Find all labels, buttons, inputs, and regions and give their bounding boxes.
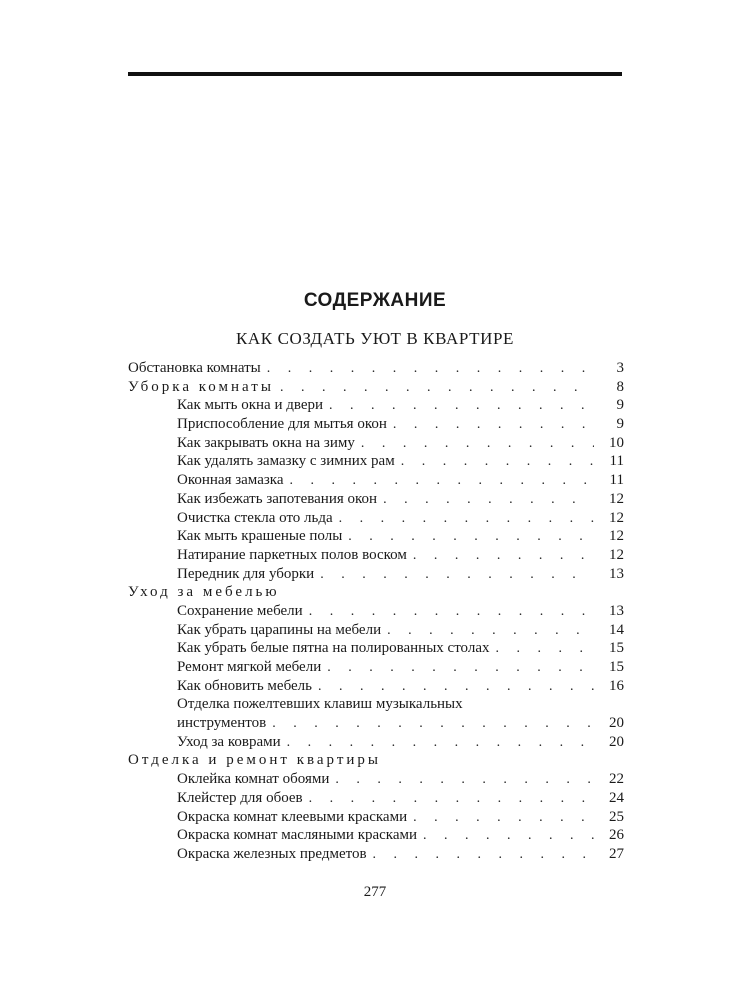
toc-entry-title: Натирание паркетных полов воском <box>177 546 407 563</box>
page-number: 277 <box>363 884 387 900</box>
toc-dot-leader <box>496 640 595 659</box>
toc-dot-leader <box>348 528 594 547</box>
toc-dot-leader <box>387 622 594 641</box>
toc-page-number: 20 <box>609 715 624 732</box>
toc-dot-leader <box>339 510 594 529</box>
toc-dot-leader <box>423 827 594 846</box>
toc-page-number: 15 <box>609 640 624 657</box>
toc-page-number: 20 <box>609 733 624 750</box>
toc-entry <box>128 733 624 752</box>
toc-page-number: 10 <box>609 434 624 451</box>
toc-entry-title: Уход за мебелью <box>128 584 280 601</box>
toc-page-number: 13 <box>609 565 624 582</box>
toc-entry <box>128 639 624 658</box>
toc-entry-title: Окраска железных предметов <box>177 845 367 862</box>
toc-entry <box>128 452 624 471</box>
toc-entry <box>128 658 624 677</box>
toc-page-number: 27 <box>609 845 624 862</box>
toc-page-number: 26 <box>609 827 624 844</box>
toc-dot-leader <box>401 453 594 472</box>
toc-entry <box>128 845 624 864</box>
toc-dot-leader <box>267 360 594 379</box>
toc-entry-title: Как обновить мебель <box>177 677 312 694</box>
toc-entry <box>128 677 624 696</box>
toc-page-number: 14 <box>609 621 624 638</box>
toc-dot-leader <box>272 715 594 734</box>
toc-entry <box>128 509 624 528</box>
toc-page-number: 9 <box>616 397 624 414</box>
toc-page-number: 12 <box>609 509 624 526</box>
toc-entry-title: Уборка комнаты <box>128 378 274 395</box>
toc-dot-leader <box>361 435 594 454</box>
toc-entry <box>128 434 624 453</box>
toc-dot-leader <box>327 659 594 678</box>
toc-entry-title: Отделка пожелтевших клавиш музыкальных <box>177 696 463 713</box>
toc-entry <box>128 471 624 490</box>
toc-page-number: 12 <box>609 546 624 563</box>
toc-dot-leader <box>393 416 594 435</box>
toc-dot-leader <box>320 566 594 585</box>
toc-dot-leader <box>287 734 594 753</box>
table-of-contents <box>128 359 624 864</box>
toc-dot-leader <box>335 771 594 790</box>
toc-entry-title: Как удалять замазку с зимних рам <box>177 453 395 470</box>
toc-dot-leader <box>329 397 594 416</box>
toc-entry-title-continued: инструментов <box>177 715 267 732</box>
toc-entry-title: Сохранение мебели <box>177 602 303 619</box>
toc-entry <box>128 808 624 827</box>
toc-entry-title: Как убрать царапины на мебели <box>177 621 382 638</box>
toc-entry-title: Обстановка комнаты <box>128 360 261 376</box>
toc-entry <box>128 378 624 397</box>
toc-entry-title: Приспособление для мытья окон <box>177 416 387 433</box>
toc-dot-leader <box>280 379 594 398</box>
toc-entry <box>128 789 624 808</box>
toc-page-number: 24 <box>609 789 624 806</box>
section-title: КАК СОЗДАТЬ УЮТ В КВАРТИРЕ <box>235 329 515 348</box>
toc-entry <box>128 583 624 602</box>
toc-entry-title: Очистка стекла ото льда <box>177 509 333 526</box>
toc-dot-leader <box>318 678 594 697</box>
toc-entry-title: Как мыть окна и двери <box>177 397 324 414</box>
toc-entry <box>128 527 624 546</box>
toc-entry-title: Отделка и ремонт квартиры <box>128 752 381 769</box>
toc-entry <box>128 546 624 565</box>
toc-page-number: 3 <box>616 360 624 376</box>
toc-dot-leader <box>413 547 594 566</box>
toc-dot-leader <box>290 472 595 491</box>
toc-entry <box>128 695 624 732</box>
toc-page-number: 12 <box>609 490 624 507</box>
toc-entry <box>128 751 624 770</box>
toc-entry-title: Как избежать запотевания окон <box>177 490 378 507</box>
toc-page-number: 11 <box>609 472 624 489</box>
toc-entry-title: Как убрать белые пятна на полированных столах <box>177 640 490 657</box>
toc-entry <box>128 770 624 789</box>
toc-entry-title: Окраска комнат клеевыми красками <box>177 808 408 825</box>
toc-entry <box>128 826 624 845</box>
toc-entry <box>128 490 624 509</box>
toc-page-number: 16 <box>609 677 624 694</box>
toc-page-number: 13 <box>609 602 624 619</box>
toc-entry <box>128 621 624 640</box>
toc-dot-leader <box>373 846 594 865</box>
top-rule <box>128 72 622 76</box>
toc-entry-title: Как мыть крашеные полы <box>177 528 343 545</box>
toc-entry-title: Ремонт мягкой мебели <box>177 659 322 675</box>
toc-entry-title: Клейстер для обоев <box>177 789 303 806</box>
toc-entry-title: Оклейка комнат обоями <box>177 771 330 788</box>
toc-entry-title: Окраска комнат масляными красками <box>177 827 418 844</box>
toc-entry-title: Как закрывать окна на зиму <box>177 434 355 451</box>
toc-entry <box>128 602 624 621</box>
page-title: СОДЕРЖАНИЕ <box>303 290 447 311</box>
toc-dot-leader <box>309 790 594 809</box>
toc-dot-leader <box>413 809 594 828</box>
toc-page-number: 8 <box>616 378 624 395</box>
toc-page-number: 15 <box>609 659 624 675</box>
toc-entry <box>128 359 624 378</box>
toc-page-number: 11 <box>609 453 624 470</box>
toc-page-number: 9 <box>616 416 624 433</box>
toc-page-number: 22 <box>609 771 624 788</box>
toc-entry-title: Оконная замазка <box>177 472 284 489</box>
toc-dot-leader <box>383 491 594 510</box>
toc-page-number: 12 <box>609 528 624 545</box>
toc-entry <box>128 396 624 415</box>
toc-entry-title: Передник для уборки <box>177 565 315 582</box>
toc-page-number: 25 <box>609 808 624 825</box>
toc-entry <box>128 565 624 584</box>
toc-entry-title: Уход за коврами <box>177 733 281 750</box>
toc-dot-leader <box>309 603 594 622</box>
toc-entry <box>128 415 624 434</box>
